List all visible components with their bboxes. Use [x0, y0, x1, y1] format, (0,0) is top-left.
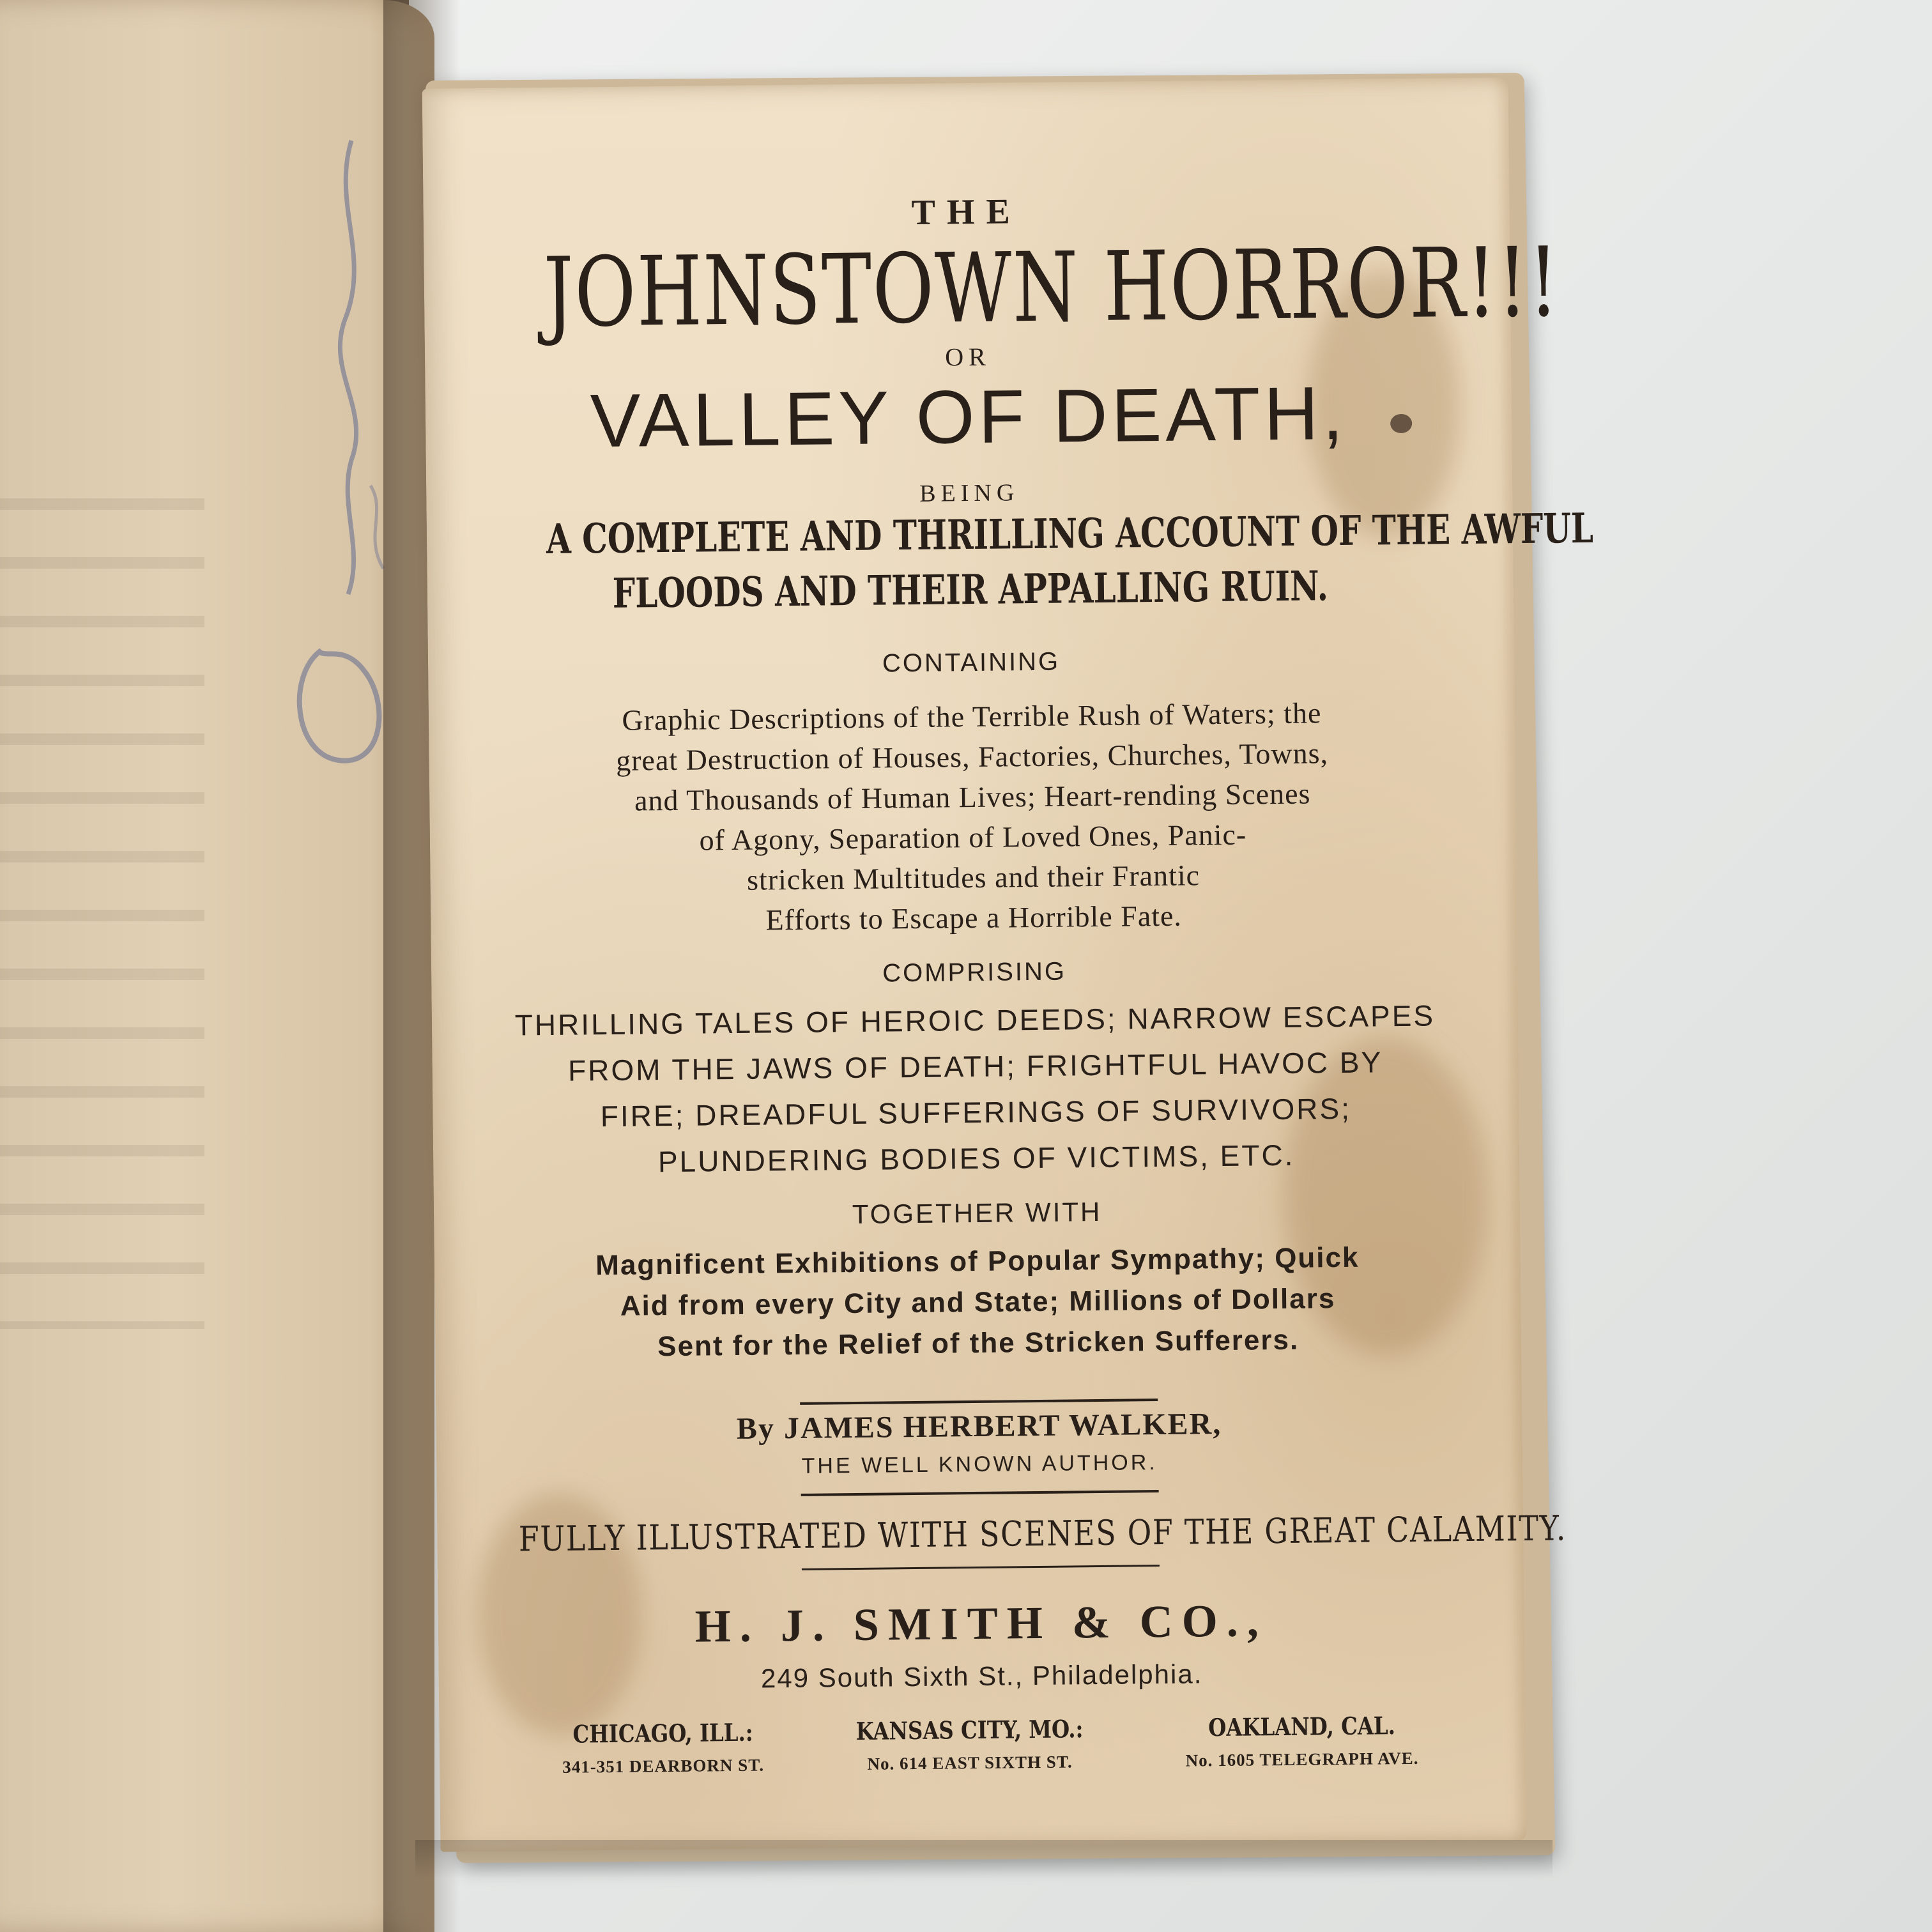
account-line-1: A COMPLETE AND THRILLING ACCOUNT OF THE AWFUL — [546, 504, 1594, 564]
branch-address: 341-351 DEARBORN ST. — [562, 1755, 765, 1777]
sympathy-line: Sent for the Relief of the Stricken Sufferers. — [657, 1324, 1300, 1363]
description-line: great Destruction of Houses, Factories, Churches, Towns, — [615, 737, 1329, 777]
branch-office — [816, 1714, 1123, 1775]
branch-address: No. 614 EAST SIXTH ST. — [867, 1752, 1073, 1774]
description-line: and Thousands of Human Lives; Heart-rending Scenes — [634, 777, 1311, 817]
comprising-label: COMPRISING — [882, 957, 1067, 988]
tales-line: FIRE; DREADFUL SUFFERINGS OF SURVIVORS; — [600, 1091, 1352, 1133]
tales-line: THRILLING TALES OF HEROIC DEEDS; NARROW ESCAPES — [514, 999, 1436, 1042]
containing-label: CONTAINING — [882, 647, 1061, 678]
main-title: JOHNSTOWN HORROR!!! — [543, 227, 1560, 349]
book-bottom-shadow — [415, 1840, 1552, 1878]
description-line: of Agony, Separation of Loved Ones, Panic- — [699, 818, 1247, 857]
publisher-address: 249 South Sixth St., Philadelphia. — [760, 1659, 1203, 1694]
divider-rule — [801, 1490, 1159, 1496]
left-endpaper — [0, 0, 434, 1932]
divider-rule — [800, 1399, 1158, 1405]
branch-city: CHICAGO, ILL.: — [572, 1717, 753, 1749]
branch-city: OAKLAND, CAL. — [1208, 1711, 1396, 1742]
bleed-through-text — [0, 498, 204, 1329]
divider-rule — [802, 1565, 1160, 1570]
description-line: Graphic Descriptions of the Terrible Rush of Waters; the — [622, 696, 1322, 737]
description-line: stricken Multitudes and their Frantic — [746, 859, 1200, 896]
branch-office — [522, 1717, 804, 1778]
title-page — [422, 77, 1594, 1852]
title-or: OR — [945, 342, 992, 372]
tales-line: PLUNDERING BODIES OF VICTIMS, ETC. — [657, 1138, 1295, 1179]
branch-office — [1135, 1710, 1468, 1771]
author-subtitle: THE WELL KNOWN AUTHOR. — [801, 1450, 1158, 1478]
account-line-2: FLOODS AND THEIR APPALLING RUIN. — [612, 562, 1329, 618]
publisher-name: H. J. SMITH & CO., — [694, 1595, 1268, 1652]
being-label: BEING — [919, 479, 1020, 507]
branch-city: KANSAS CITY, MO.: — [855, 1714, 1084, 1746]
title-the: THE — [911, 192, 1022, 233]
sympathy-line: Magnificent Exhibitions of Popular Sympathy; Quick — [595, 1241, 1360, 1282]
description-line: Efforts to Escape a Horrible Fate. — [765, 899, 1183, 937]
together-with-label: TOGETHER WITH — [852, 1196, 1102, 1230]
subtitle: VALLEY OF DEATH, — [590, 371, 1347, 464]
illustrated-line: FULLY ILLUSTRATED WITH SCENES OF THE GREAT CALAMITY. — [518, 1508, 1567, 1560]
branch-address: No. 1605 TELEGRAPH AVE. — [1185, 1748, 1419, 1770]
tales-line: FROM THE JAWS OF DEATH; FRIGHTFUL HAVOC BY — [567, 1045, 1383, 1087]
sympathy-line: Aid from every City and State; Millions of Dollars — [620, 1283, 1336, 1322]
author-line: By JAMES HERBERT WALKER, — [736, 1406, 1222, 1446]
